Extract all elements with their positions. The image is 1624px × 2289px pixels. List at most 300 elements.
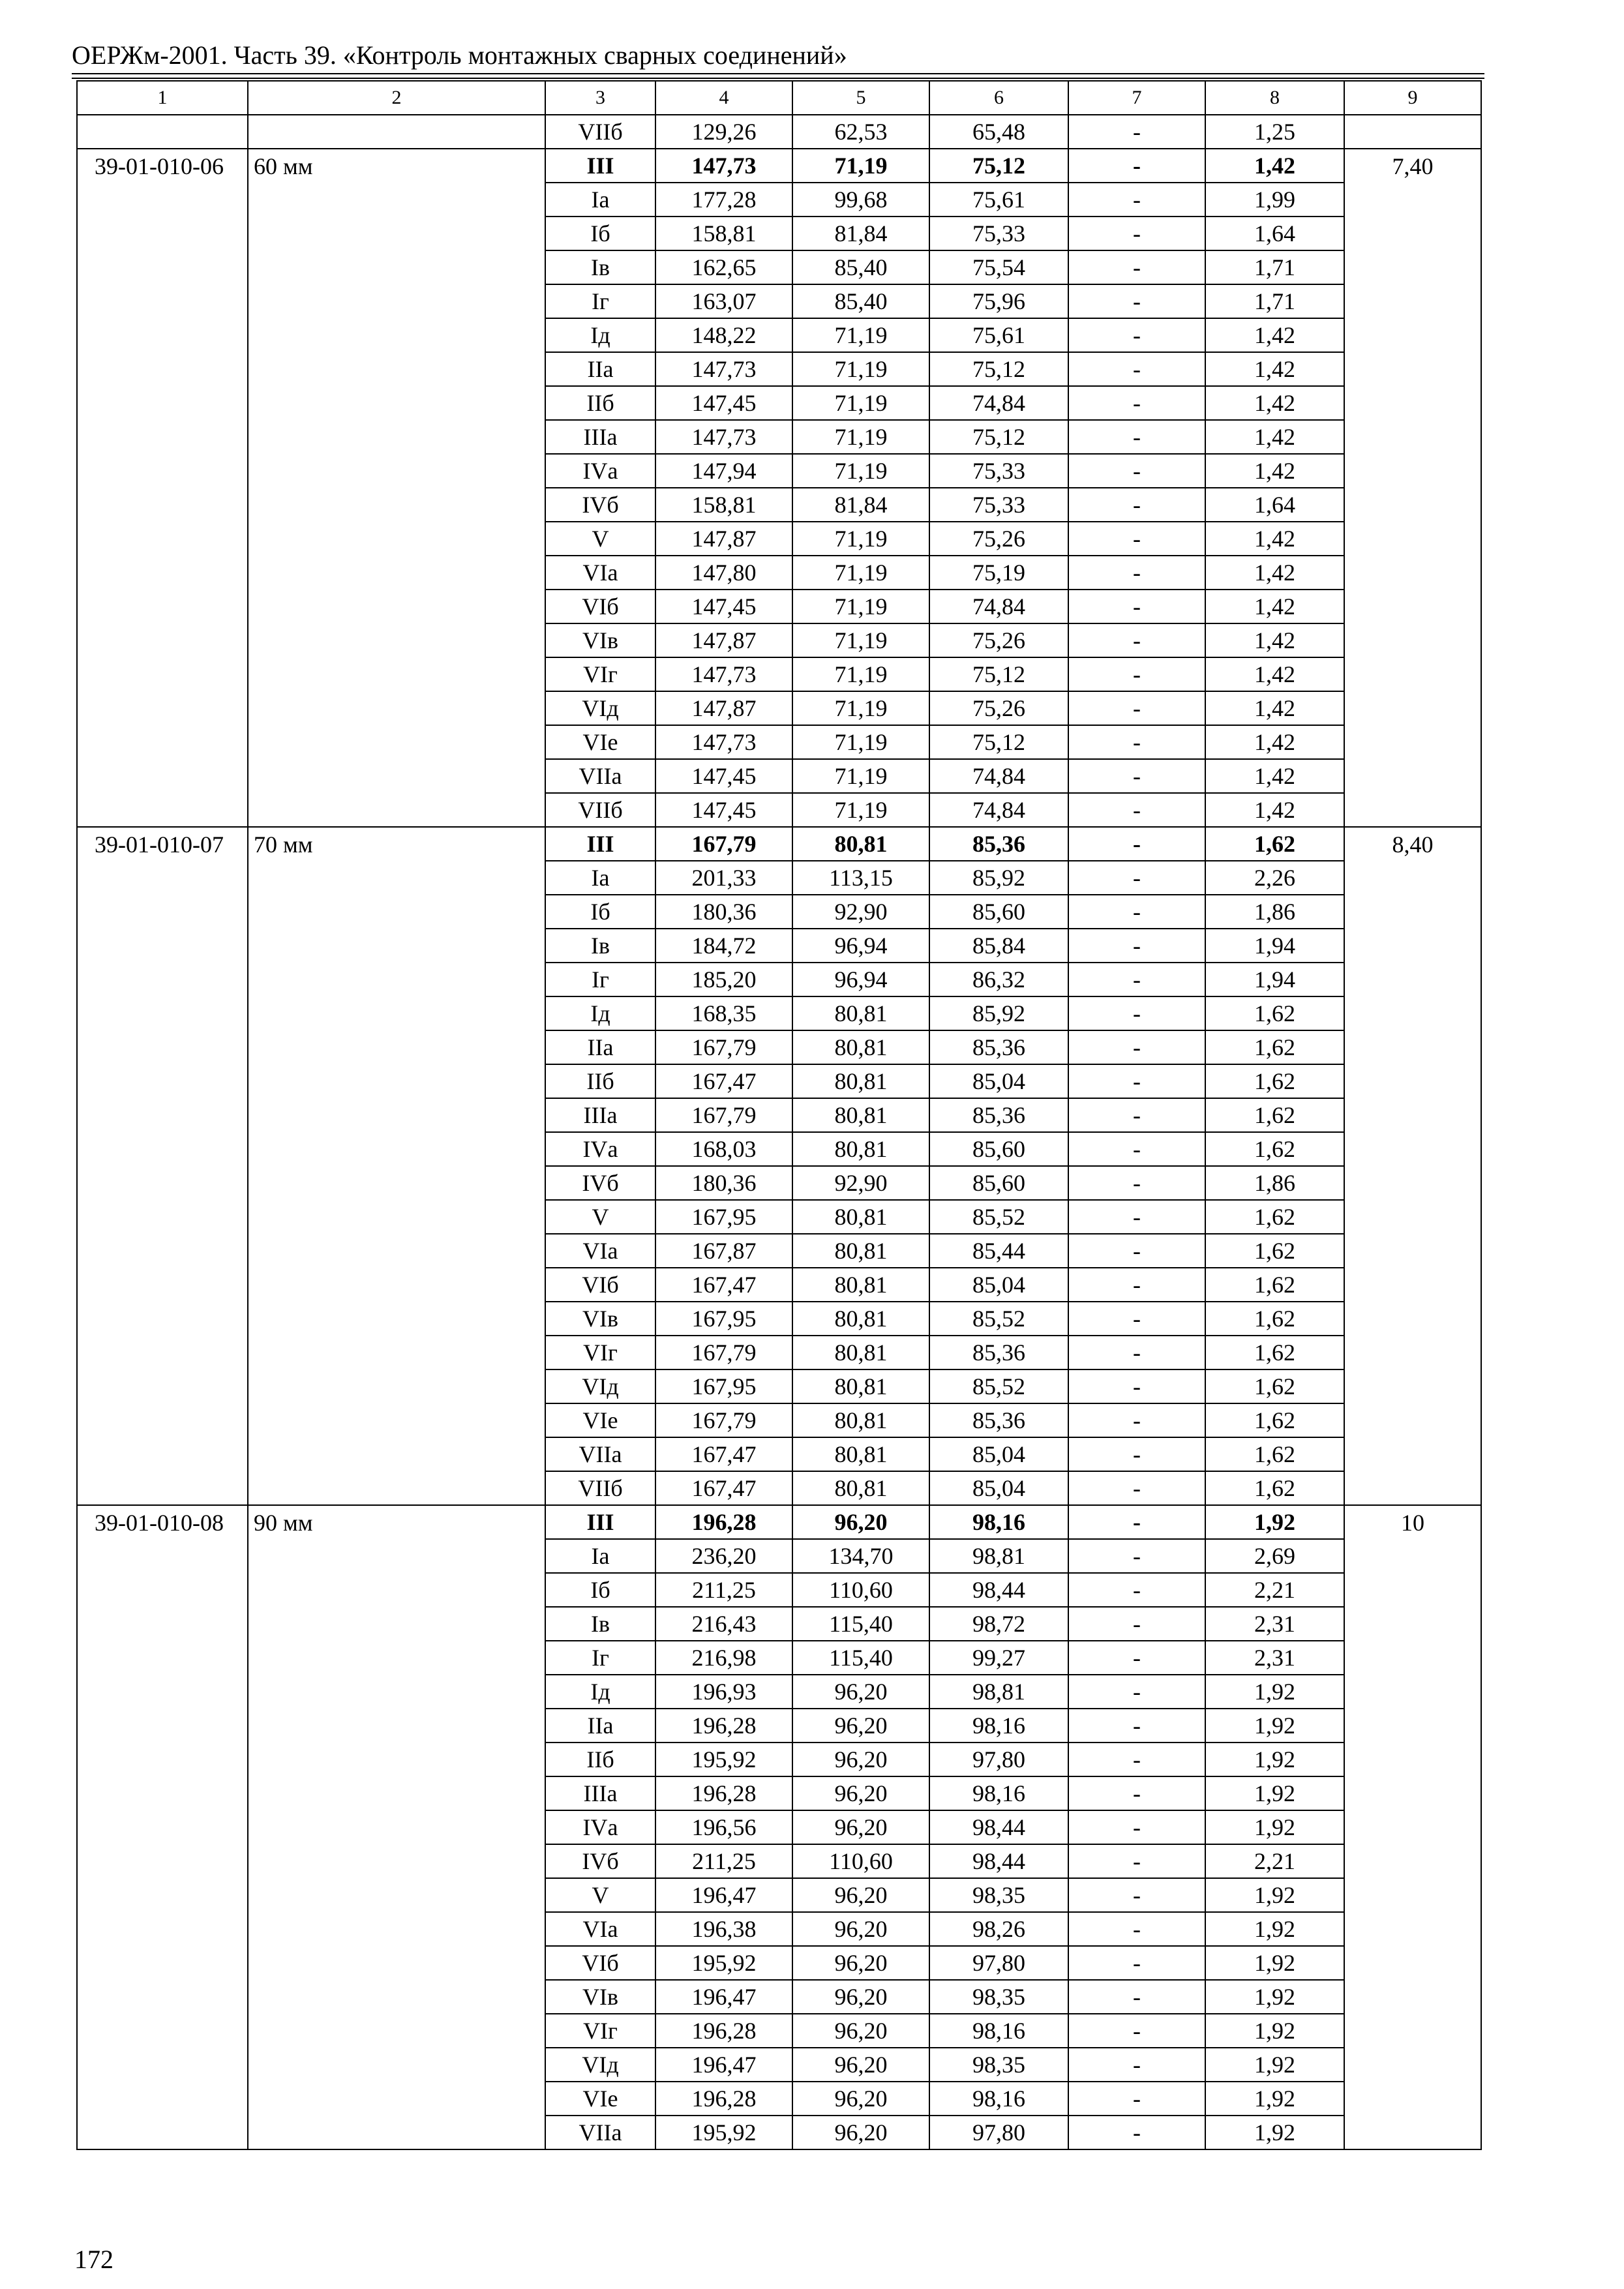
cell-rate-code xyxy=(77,1369,248,1403)
cell-pipe-size xyxy=(248,1132,545,1166)
cell-rate-code xyxy=(77,691,248,725)
table-row xyxy=(77,2082,1481,2116)
column-number: 8 xyxy=(1205,81,1344,115)
cell-category: VIIб xyxy=(545,793,655,827)
cell-col7: - xyxy=(1068,1166,1205,1200)
cell-col4: 177,28 xyxy=(655,183,792,217)
cell-rate-code xyxy=(77,2116,248,2149)
cell-col4: 196,28 xyxy=(655,1776,792,1810)
cell-col8: 1,62 xyxy=(1205,1132,1344,1166)
cell-col8: 1,42 xyxy=(1205,691,1344,725)
cell-rate-code xyxy=(77,590,248,623)
cell-col9 xyxy=(1344,725,1481,759)
table-row xyxy=(77,1844,1481,1878)
cell-col5: 85,40 xyxy=(792,250,929,284)
table-row xyxy=(77,352,1481,386)
cell-col8: 1,92 xyxy=(1205,1505,1344,1539)
cell-col5: 80,81 xyxy=(792,1234,929,1268)
cell-col7: - xyxy=(1068,454,1205,488)
cell-col5: 71,19 xyxy=(792,759,929,793)
cell-col8: 1,92 xyxy=(1205,1776,1344,1810)
cell-col9 xyxy=(1344,250,1481,284)
cell-pipe-size xyxy=(248,1098,545,1132)
cell-col5: 71,19 xyxy=(792,691,929,725)
cell-col6: 75,12 xyxy=(929,657,1068,691)
cell-col6: 75,26 xyxy=(929,691,1068,725)
cell-col5: 96,20 xyxy=(792,1946,929,1980)
cell-pipe-size xyxy=(248,1471,545,1505)
cell-col7: - xyxy=(1068,217,1205,250)
cell-pipe-size xyxy=(248,250,545,284)
cell-col4: 148,22 xyxy=(655,318,792,352)
table-row xyxy=(77,217,1481,250)
cell-col8: 1,42 xyxy=(1205,420,1344,454)
cell-col4: 147,73 xyxy=(655,420,792,454)
cell-col7: - xyxy=(1068,2014,1205,2048)
cell-col7: - xyxy=(1068,963,1205,996)
cell-col6: 98,16 xyxy=(929,2014,1068,2048)
cell-col9 xyxy=(1344,1743,1481,1776)
cell-col7: - xyxy=(1068,1641,1205,1675)
table-row xyxy=(77,1268,1481,1302)
cell-col5: 62,53 xyxy=(792,115,929,149)
cell-category: VIг xyxy=(545,2014,655,2048)
cell-col6: 98,16 xyxy=(929,2082,1068,2116)
cell-col5: 80,81 xyxy=(792,1336,929,1369)
cell-col6: 75,12 xyxy=(929,149,1068,183)
cell-col9 xyxy=(1344,1607,1481,1641)
cell-rate-code xyxy=(77,1675,248,1709)
cell-category: V xyxy=(545,1878,655,1912)
cell-col8: 1,25 xyxy=(1205,115,1344,149)
cell-col4: 211,25 xyxy=(655,1844,792,1878)
cell-col9 xyxy=(1344,1030,1481,1064)
cell-col8: 1,86 xyxy=(1205,1166,1344,1200)
cell-col9 xyxy=(1344,318,1481,352)
cell-col9 xyxy=(1344,759,1481,793)
cell-category: VIIа xyxy=(545,1437,655,1471)
cell-col5: 71,19 xyxy=(792,725,929,759)
cell-rate-code xyxy=(77,657,248,691)
cell-col9 xyxy=(1344,1268,1481,1302)
cell-col7: - xyxy=(1068,149,1205,183)
cell-rate-code xyxy=(77,454,248,488)
cell-col5: 71,19 xyxy=(792,149,929,183)
column-number: 9 xyxy=(1344,81,1481,115)
cell-col4: 201,33 xyxy=(655,861,792,895)
table-row xyxy=(77,895,1481,929)
cell-rate-code xyxy=(77,250,248,284)
cell-category: Iа xyxy=(545,861,655,895)
cell-col9 xyxy=(1344,793,1481,827)
cell-col5: 80,81 xyxy=(792,1403,929,1437)
cell-col7: - xyxy=(1068,1200,1205,1234)
cell-rate-code xyxy=(77,1437,248,1471)
cell-category: VIIа xyxy=(545,2116,655,2149)
cell-rate-code xyxy=(77,352,248,386)
cell-category: Iв xyxy=(545,250,655,284)
cell-col5: 96,20 xyxy=(792,1776,929,1810)
table-row xyxy=(77,1607,1481,1641)
cell-pipe-size xyxy=(248,590,545,623)
cell-col8: 1,62 xyxy=(1205,1268,1344,1302)
column-number: 6 xyxy=(929,81,1068,115)
header-rule-top xyxy=(72,73,1484,74)
cell-col4: 196,28 xyxy=(655,1505,792,1539)
cell-rate-code xyxy=(77,1776,248,1810)
cell-col5: 80,81 xyxy=(792,1030,929,1064)
cell-category: III xyxy=(545,827,655,861)
cell-col8: 1,62 xyxy=(1205,1336,1344,1369)
cell-pipe-size xyxy=(248,454,545,488)
cell-col5: 96,20 xyxy=(792,1675,929,1709)
cell-col5: 115,40 xyxy=(792,1641,929,1675)
cell-col5: 80,81 xyxy=(792,1302,929,1336)
cell-col4: 195,92 xyxy=(655,1743,792,1776)
cell-col4: 168,35 xyxy=(655,996,792,1030)
cell-category: VIг xyxy=(545,1336,655,1369)
cell-col8: 1,64 xyxy=(1205,217,1344,250)
cell-pipe-size xyxy=(248,2082,545,2116)
cell-col7: - xyxy=(1068,352,1205,386)
cell-pipe-size xyxy=(248,1064,545,1098)
cell-col4: 167,95 xyxy=(655,1369,792,1403)
cell-pipe-size xyxy=(248,1641,545,1675)
cell-col6: 65,48 xyxy=(929,115,1068,149)
cell-col9 xyxy=(1344,1336,1481,1369)
table-row xyxy=(77,1200,1481,1234)
table-row xyxy=(77,1132,1481,1166)
cell-category: VIб xyxy=(545,1946,655,1980)
cell-col4: 184,72 xyxy=(655,929,792,963)
cell-col7: - xyxy=(1068,590,1205,623)
cell-col9 xyxy=(1344,623,1481,657)
cell-col9 xyxy=(1344,1844,1481,1878)
cell-category: IIб xyxy=(545,386,655,420)
cell-col8: 1,62 xyxy=(1205,1234,1344,1268)
table-row xyxy=(77,1064,1481,1098)
cell-col4: 158,81 xyxy=(655,217,792,250)
cell-category: VIа xyxy=(545,556,655,590)
cell-col4: 147,45 xyxy=(655,793,792,827)
cell-col5: 71,19 xyxy=(792,793,929,827)
column-number: 5 xyxy=(792,81,929,115)
cell-col6: 97,80 xyxy=(929,2116,1068,2149)
cell-col9 xyxy=(1344,1912,1481,1946)
cell-col8: 2,21 xyxy=(1205,1844,1344,1878)
cell-col6: 98,72 xyxy=(929,1607,1068,1641)
cell-col5: 110,60 xyxy=(792,1844,929,1878)
table-row xyxy=(77,1369,1481,1403)
cell-col6: 98,44 xyxy=(929,1810,1068,1844)
column-number: 1 xyxy=(77,81,248,115)
cell-category: IVа xyxy=(545,1132,655,1166)
cell-col8: 1,42 xyxy=(1205,623,1344,657)
cell-col9 xyxy=(1344,1471,1481,1505)
cell-pipe-size xyxy=(248,1268,545,1302)
cell-col8: 1,62 xyxy=(1205,1200,1344,1234)
cell-pipe-size xyxy=(248,929,545,963)
cell-col9 xyxy=(1344,1776,1481,1810)
cell-category: Iг xyxy=(545,963,655,996)
cell-col7: - xyxy=(1068,895,1205,929)
cell-rate-code xyxy=(77,1471,248,1505)
cell-col6: 98,35 xyxy=(929,1980,1068,2014)
cell-col9 xyxy=(1344,1064,1481,1098)
cell-col4: 167,79 xyxy=(655,827,792,861)
page-number: 172 xyxy=(74,2245,113,2274)
column-number: 3 xyxy=(545,81,655,115)
cell-category: VIв xyxy=(545,623,655,657)
table-row xyxy=(77,1234,1481,1268)
cell-col9 xyxy=(1344,522,1481,556)
cell-col9 xyxy=(1344,1200,1481,1234)
cell-col8: 1,42 xyxy=(1205,725,1344,759)
cell-pipe-size: 90 мм xyxy=(248,1505,545,1539)
cell-col4: 167,79 xyxy=(655,1336,792,1369)
cell-col6: 75,12 xyxy=(929,420,1068,454)
cell-col4: 236,20 xyxy=(655,1539,792,1573)
cell-col6: 85,92 xyxy=(929,996,1068,1030)
cell-col5: 71,19 xyxy=(792,590,929,623)
cell-col9 xyxy=(1344,963,1481,996)
cell-category: IIIа xyxy=(545,1098,655,1132)
cell-rate-code xyxy=(77,1810,248,1844)
table-row xyxy=(77,1776,1481,1810)
cell-col7: - xyxy=(1068,284,1205,318)
cell-col7: - xyxy=(1068,1980,1205,2014)
cell-col6: 85,36 xyxy=(929,1098,1068,1132)
cell-col4: 196,47 xyxy=(655,1878,792,1912)
cell-col8: 2,31 xyxy=(1205,1607,1344,1641)
table-row xyxy=(77,1912,1481,1946)
cell-col8: 1,42 xyxy=(1205,556,1344,590)
cell-col5: 80,81 xyxy=(792,1369,929,1403)
cell-col8: 1,42 xyxy=(1205,657,1344,691)
cell-rate-code xyxy=(77,1878,248,1912)
cell-rate-code xyxy=(77,1166,248,1200)
cell-col9 xyxy=(1344,2014,1481,2048)
cell-category: VIIб xyxy=(545,115,655,149)
table-row xyxy=(77,1336,1481,1369)
cell-col4: 147,45 xyxy=(655,590,792,623)
cell-col8: 1,99 xyxy=(1205,183,1344,217)
cell-col7: - xyxy=(1068,115,1205,149)
cell-col6: 85,04 xyxy=(929,1437,1068,1471)
cell-col9 xyxy=(1344,420,1481,454)
cell-col5: 99,68 xyxy=(792,183,929,217)
cell-col6: 98,35 xyxy=(929,2048,1068,2082)
cell-col7: - xyxy=(1068,1369,1205,1403)
cell-rate-code xyxy=(77,2014,248,2048)
table-row xyxy=(77,1980,1481,2014)
cell-category: VIе xyxy=(545,725,655,759)
cell-col4: 147,45 xyxy=(655,386,792,420)
cell-category: Iд xyxy=(545,996,655,1030)
cell-col7: - xyxy=(1068,1336,1205,1369)
cell-category: VIб xyxy=(545,590,655,623)
cell-col5: 96,20 xyxy=(792,1810,929,1844)
table-row xyxy=(77,1641,1481,1675)
cell-col7: - xyxy=(1068,1064,1205,1098)
cell-col9: 10 xyxy=(1344,1505,1481,1539)
cell-col8: 2,21 xyxy=(1205,1573,1344,1607)
cell-col8: 1,92 xyxy=(1205,1743,1344,1776)
cell-category: IVа xyxy=(545,454,655,488)
cell-col7: - xyxy=(1068,250,1205,284)
cell-col5: 92,90 xyxy=(792,1166,929,1200)
cell-col5: 80,81 xyxy=(792,1437,929,1471)
table-row xyxy=(77,1810,1481,1844)
cell-col8: 2,69 xyxy=(1205,1539,1344,1573)
table-row xyxy=(77,1166,1481,1200)
cell-col6: 74,84 xyxy=(929,793,1068,827)
table-row xyxy=(77,2014,1481,2048)
cell-col6: 85,52 xyxy=(929,1200,1068,1234)
cell-pipe-size xyxy=(248,1946,545,1980)
page-header-title: ОЕРЖм-2001. Часть 39. «Контроль монтажных сварных соединений» xyxy=(72,40,847,70)
cell-col9 xyxy=(1344,590,1481,623)
table-row xyxy=(77,861,1481,895)
cell-col6: 85,60 xyxy=(929,1132,1068,1166)
table-row xyxy=(77,1437,1481,1471)
cell-pipe-size: 60 мм xyxy=(248,149,545,183)
cell-col5: 134,70 xyxy=(792,1539,929,1573)
table-row xyxy=(77,691,1481,725)
cell-col6: 75,54 xyxy=(929,250,1068,284)
cell-pipe-size xyxy=(248,1403,545,1437)
cell-col4: 180,36 xyxy=(655,1166,792,1200)
cell-col6: 75,26 xyxy=(929,522,1068,556)
cell-col4: 167,47 xyxy=(655,1437,792,1471)
cell-col8: 1,92 xyxy=(1205,1810,1344,1844)
cell-col6: 85,52 xyxy=(929,1369,1068,1403)
cell-col9 xyxy=(1344,1641,1481,1675)
table-row xyxy=(77,1709,1481,1743)
cell-col5: 96,20 xyxy=(792,1912,929,1946)
cell-col5: 71,19 xyxy=(792,386,929,420)
cell-rate-code xyxy=(77,1709,248,1743)
cell-category: IIб xyxy=(545,1743,655,1776)
cell-pipe-size xyxy=(248,861,545,895)
cell-col6: 98,16 xyxy=(929,1776,1068,1810)
cell-col7: - xyxy=(1068,1302,1205,1336)
cell-pipe-size xyxy=(248,2014,545,2048)
cell-col5: 110,60 xyxy=(792,1573,929,1607)
cell-col4: 167,87 xyxy=(655,1234,792,1268)
cell-col8: 1,42 xyxy=(1205,352,1344,386)
cell-col4: 147,87 xyxy=(655,522,792,556)
cell-col5: 81,84 xyxy=(792,217,929,250)
cell-col5: 80,81 xyxy=(792,1098,929,1132)
cell-col6: 97,80 xyxy=(929,1946,1068,1980)
cell-col5: 71,19 xyxy=(792,318,929,352)
cell-col8: 1,62 xyxy=(1205,1369,1344,1403)
cell-rate-code xyxy=(77,963,248,996)
cell-col9 xyxy=(1344,352,1481,386)
cell-col7: - xyxy=(1068,861,1205,895)
cell-pipe-size xyxy=(248,284,545,318)
cell-col8: 1,92 xyxy=(1205,2116,1344,2149)
cell-col9: 7,40 xyxy=(1344,149,1481,183)
cell-col9 xyxy=(1344,454,1481,488)
cell-col8: 1,92 xyxy=(1205,1946,1344,1980)
cell-col7: - xyxy=(1068,1234,1205,1268)
cell-col4: 196,47 xyxy=(655,1980,792,2014)
cell-category: VIа xyxy=(545,1234,655,1268)
cell-rate-code xyxy=(77,1573,248,1607)
cell-pipe-size xyxy=(248,1607,545,1641)
cell-col7: - xyxy=(1068,1573,1205,1607)
cell-col5: 96,20 xyxy=(792,1878,929,1912)
cell-rate-code: 39-01-010-08 xyxy=(77,1505,248,1539)
cell-col8: 1,62 xyxy=(1205,1471,1344,1505)
table-row xyxy=(77,827,1481,861)
cell-pipe-size xyxy=(248,1709,545,1743)
cell-col6: 97,80 xyxy=(929,1743,1068,1776)
cell-col8: 1,62 xyxy=(1205,996,1344,1030)
table-row xyxy=(77,929,1481,963)
table-row xyxy=(77,590,1481,623)
cell-col9 xyxy=(1344,115,1481,149)
cell-rate-code xyxy=(77,623,248,657)
cell-col8: 1,42 xyxy=(1205,454,1344,488)
cell-col9 xyxy=(1344,1946,1481,1980)
cell-col6: 75,61 xyxy=(929,183,1068,217)
cell-col6: 74,84 xyxy=(929,386,1068,420)
table-row xyxy=(77,1030,1481,1064)
cell-rate-code xyxy=(77,1200,248,1234)
cell-col9 xyxy=(1344,1234,1481,1268)
cell-col4: 196,28 xyxy=(655,2082,792,2116)
cell-col7: - xyxy=(1068,1471,1205,1505)
cell-rate-code: 39-01-010-07 xyxy=(77,827,248,861)
cell-col5: 71,19 xyxy=(792,522,929,556)
cell-category: VIв xyxy=(545,1302,655,1336)
cell-col4: 167,79 xyxy=(655,1030,792,1064)
table-row xyxy=(77,759,1481,793)
cell-col6: 75,61 xyxy=(929,318,1068,352)
cell-col5: 80,81 xyxy=(792,1200,929,1234)
cell-col9 xyxy=(1344,183,1481,217)
cell-category: VIе xyxy=(545,2082,655,2116)
cell-pipe-size xyxy=(248,488,545,522)
cell-category: Iв xyxy=(545,1607,655,1641)
cell-pipe-size xyxy=(248,1234,545,1268)
table-row xyxy=(77,1098,1481,1132)
cell-col9 xyxy=(1344,1437,1481,1471)
cell-col4: 216,43 xyxy=(655,1607,792,1641)
cell-category: VIа xyxy=(545,1912,655,1946)
cell-col8: 1,92 xyxy=(1205,2014,1344,2048)
cell-col6: 75,26 xyxy=(929,623,1068,657)
cell-col9: 8,40 xyxy=(1344,827,1481,861)
cell-pipe-size xyxy=(248,1539,545,1573)
cell-category: III xyxy=(545,149,655,183)
cell-pipe-size xyxy=(248,759,545,793)
cell-col4: 147,94 xyxy=(655,454,792,488)
cell-col9 xyxy=(1344,2116,1481,2149)
cell-category: V xyxy=(545,1200,655,1234)
cell-col8: 1,62 xyxy=(1205,1302,1344,1336)
cell-col7: - xyxy=(1068,657,1205,691)
cell-col5: 115,40 xyxy=(792,1607,929,1641)
cell-rate-code xyxy=(77,386,248,420)
cell-col9 xyxy=(1344,861,1481,895)
cell-col9 xyxy=(1344,996,1481,1030)
cell-col7: - xyxy=(1068,386,1205,420)
cell-col7: - xyxy=(1068,623,1205,657)
